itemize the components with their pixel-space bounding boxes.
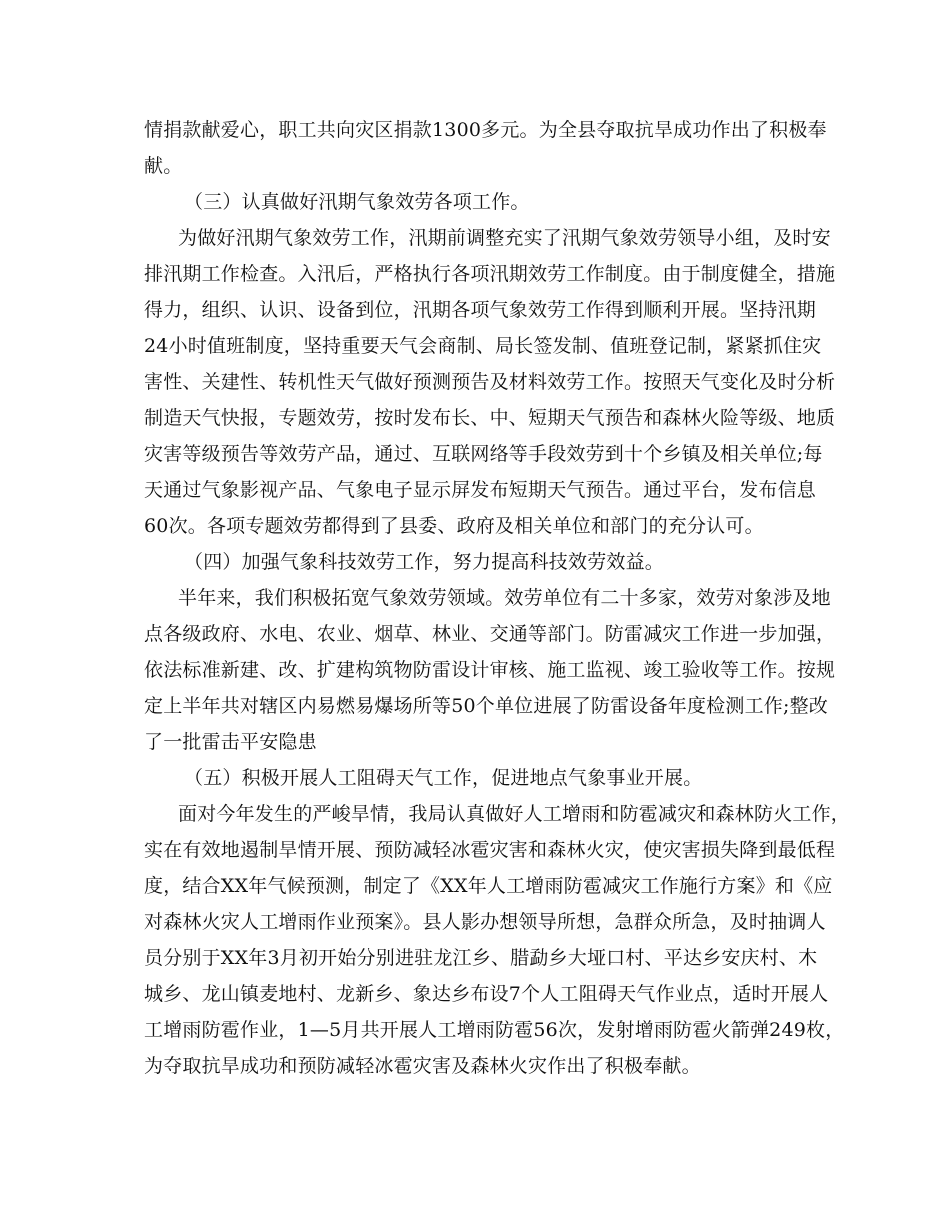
text-line: 情捐款献爱心，职工共向灾区捐款1300多元。为全县夺取抗旱成功作出了积极奉 — [144, 119, 827, 141]
text-line: 灾害等级预告等效劳产品，通过、互联网络等手段效劳到十个乡镇及相关单位;每 — [144, 443, 823, 465]
text-line: 得力，组织、认识、设备到位，汛期各项气象效劳工作得到顺利开展。坚持汛期 — [144, 299, 817, 321]
text-line: 为夺取抗旱成功和预防减轻冰雹灾害及森林火灾作出了积极奉献。 — [144, 1055, 701, 1077]
text-line: 面对今年发生的严峻旱情，我局认真做好人工增雨和防雹减灾和森林防火工作， — [178, 803, 851, 825]
section-heading: （四）加强气象科技效劳工作，努力提高科技效劳效益。 — [184, 551, 665, 573]
text-line: 度，结合XX年气候预测，制定了《XX年人工增雨防雹减灾工作施行方案》和《应 — [144, 875, 833, 897]
text-line: 为做好汛期气象效劳工作，汛期前调整充实了汛期气象效劳领导小组，及时安 — [178, 227, 831, 249]
text-line: 害性、关建性、转机性天气做好预测预告及材料效劳工作。按照天气变化及时分析 — [144, 371, 836, 393]
text-line: 点各级政府、水电、农业、烟草、林业、交通等部门。防雷减灾工作进一步加强， — [144, 623, 836, 645]
text-line: 天通过气象影视产品、气象电子显示屏发布短期天气预告。通过平台，发布信息 — [144, 479, 817, 501]
text-line: 定上半年共对辖区内易燃易爆场所等50个单位进展了防雷设备年度检测工作;整改 — [144, 695, 828, 717]
text-line: 制造天气快报，专题效劳，按时发布长、中、短期天气预告和森林火险等级、地质 — [144, 407, 836, 429]
text-line: 献。 — [144, 155, 183, 177]
text-line: 排汛期工作检查。入汛后，严格执行各项汛期效劳工作制度。由于制度健全，措施 — [144, 263, 836, 285]
section-heading: （五）积极开展人工阻碍天气工作，促进地点气象事业开展。 — [184, 767, 703, 789]
text-line: 城乡、龙山镇麦地村、龙新乡、象达乡布设7个人工阻碍天气作业点，适时开展人 — [144, 983, 829, 1005]
text-line: 60次。各项专题效劳都得到了县委、政府及相关单位和部门的充分认可。 — [144, 515, 764, 537]
text-line: 24小时值班制度，坚持重要天气会商制、局长签发制、值班登记制，紧紧抓住灾 — [144, 335, 822, 357]
text-line: 对森林火灾人工增雨作业预案》。县人影办想领导所想，急群众所急，及时抽调人 — [144, 911, 826, 933]
text-line: 依法标准新建、改、扩建构筑物防雷设计审核、施工监视、竣工验收等工作。按规 — [144, 659, 836, 681]
text-line: 半年来，我们积极拓宽气象效劳领域。效劳单位有二十多家，效劳对象涉及地 — [178, 587, 831, 609]
text-line: 工增雨防雹作业，1—5月共开展人工增雨防雹56次，发射增雨防雹火箭弹249枚， — [144, 1019, 845, 1041]
text-line: 了一批雷击平安隐患 — [144, 731, 317, 753]
section-heading: （三）认真做好汛期气象效劳各项工作。 — [184, 191, 530, 213]
text-line: 员分别于XX年3月初开始分别进驻龙江乡、腊勐乡大垭口村、平达乡安庆村、木 — [144, 947, 818, 969]
text-line: 实在有效地遏制旱情开展、预防减轻冰雹灾害和森林火灾，使灾害损失降到最低程 — [144, 839, 836, 861]
